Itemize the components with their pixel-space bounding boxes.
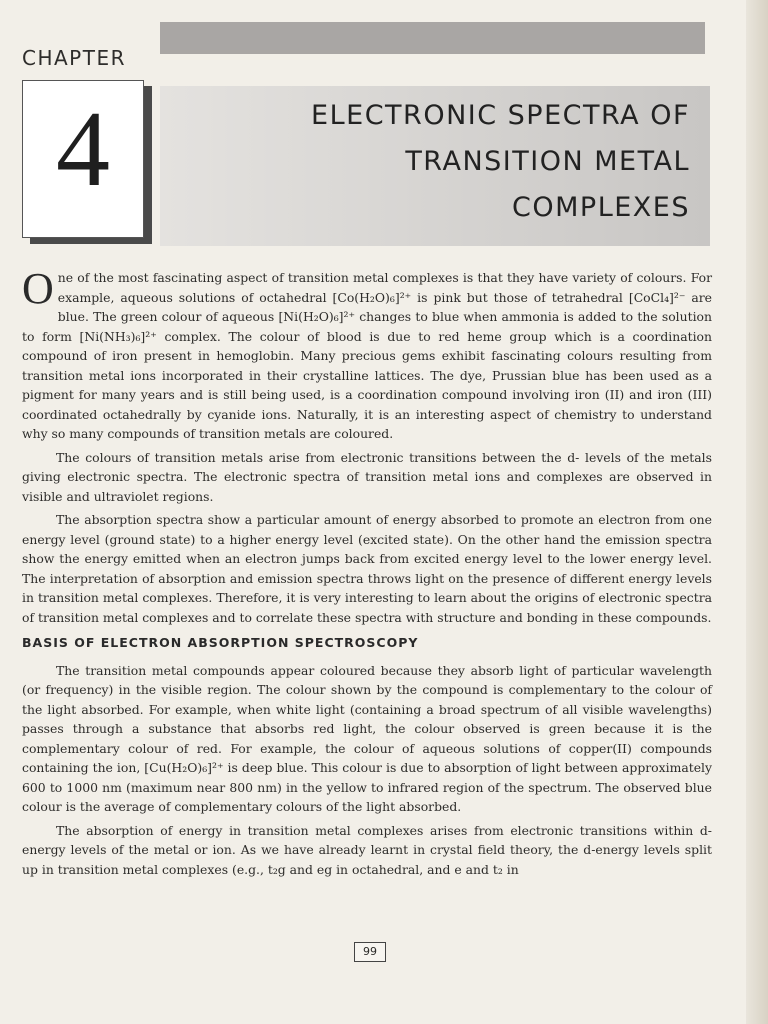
header-decor-bar — [160, 22, 705, 54]
paragraph-intro-text: ne of the most fascinating aspect of transition metal complexes is that they have variety of colours. For example, aqueous solutions of octahedral [Co(H₂O)₆]²⁺ is pink but those of tetrahedral [CoCl₄]²⁻ are blue. The green colour of aqueous [Ni(H₂O)₆]²⁺ changes to blue when ammonia is added to the solution to form [Ni(NH₃)₆]²⁺ complex. The colour of blood is due to red heme group which is a coordination compound of iron present in hemoglobin. Many precious gems exhibit fascinating colours resulting from transition metal ions incorporated in their crystalline lattices. The dye, Prussian blue has been used as a pigment for many years and is still being used, is a coordination compound involving iron (II) and iron (III) coordinated octahedrally by cyanide ions. Naturally, it is an interesting aspect of chemistry to understand why so many compounds of transition metals are coloured. — [22, 270, 712, 441]
chapter-title-line-1: ELECTRONIC SPECTRA OF — [311, 100, 690, 131]
paragraph-absorption-emission: The absorption spectra show a particular amount of energy absorbed to promote an electron from one energy level (ground state) to a higher energy level (excited state). On the other hand the emission spectra show the energy emitted when an electron jumps back from excited energy level to the lower energy level. The interpretation of absorption and emission spectra throws light on the presence of different energy levels in transition metal complexes. Therefore, it is very interesting to learn about the origins of electronic spectra of transition metal complexes and to correlate these spectra with structure and bonding in these compounds. — [22, 512, 712, 625]
paragraph-d-level-transitions: The absorption of energy in transition metal complexes arises from electronic transitions within d-energy levels of the metal or ion. As we have already learnt in crystal field theory, the d-energy levels split up in transition metal complexes (e.g., t₂g and eg in octahedral, and e and t₂ in — [22, 822, 712, 877]
page-number: 99 — [354, 942, 386, 962]
paragraph-colours-origin: The colours of transition metals arise from electronic transitions between the d- levels of the metals giving electronic spectra. The electronic spectra of transition metal ions and complexes are observed in visible and ultraviolet regions. — [22, 449, 712, 504]
chapter-label: CHAPTER — [22, 46, 126, 70]
drop-cap: O — [22, 264, 54, 313]
paragraph-intro — [22, 264, 712, 444]
chapter-title-line-2: TRANSITION METAL — [405, 146, 690, 177]
page-edge — [746, 0, 768, 1024]
section-heading: BASIS OF ELECTRON ABSORPTION SPECTROSCOPY — [22, 635, 419, 650]
body-text — [22, 264, 712, 883]
chapter-number-box — [22, 80, 144, 238]
chapter-number: 4 — [56, 90, 110, 209]
chapter-title-band — [160, 86, 710, 246]
chapter-title-line-3: COMPLEXES — [512, 192, 690, 223]
paragraph-complementary-colour: The transition metal compounds appear coloured because they absorb light of particular wavelength (or frequency) in the visible region. The colour shown by the compound is complementary to the colour of the light absorbed. For example, when white light (containing a broad spectrum of all visible wavelengths) passes through a substance that absorbs red light, the colour observed is green because it is the complementary colour of red. For example, the colour of aqueous solutions of copper(II) compounds containing the ion, [Cu(H₂O)₆]²⁺ is deep blue. This colour is due to absorption of light between approximately 600 to 1000 nm (maximum near 800 nm) in the yellow to infrared region of the spectrum. The observed blue colour is the average of complementary colours of the light absorbed. — [22, 662, 712, 814]
